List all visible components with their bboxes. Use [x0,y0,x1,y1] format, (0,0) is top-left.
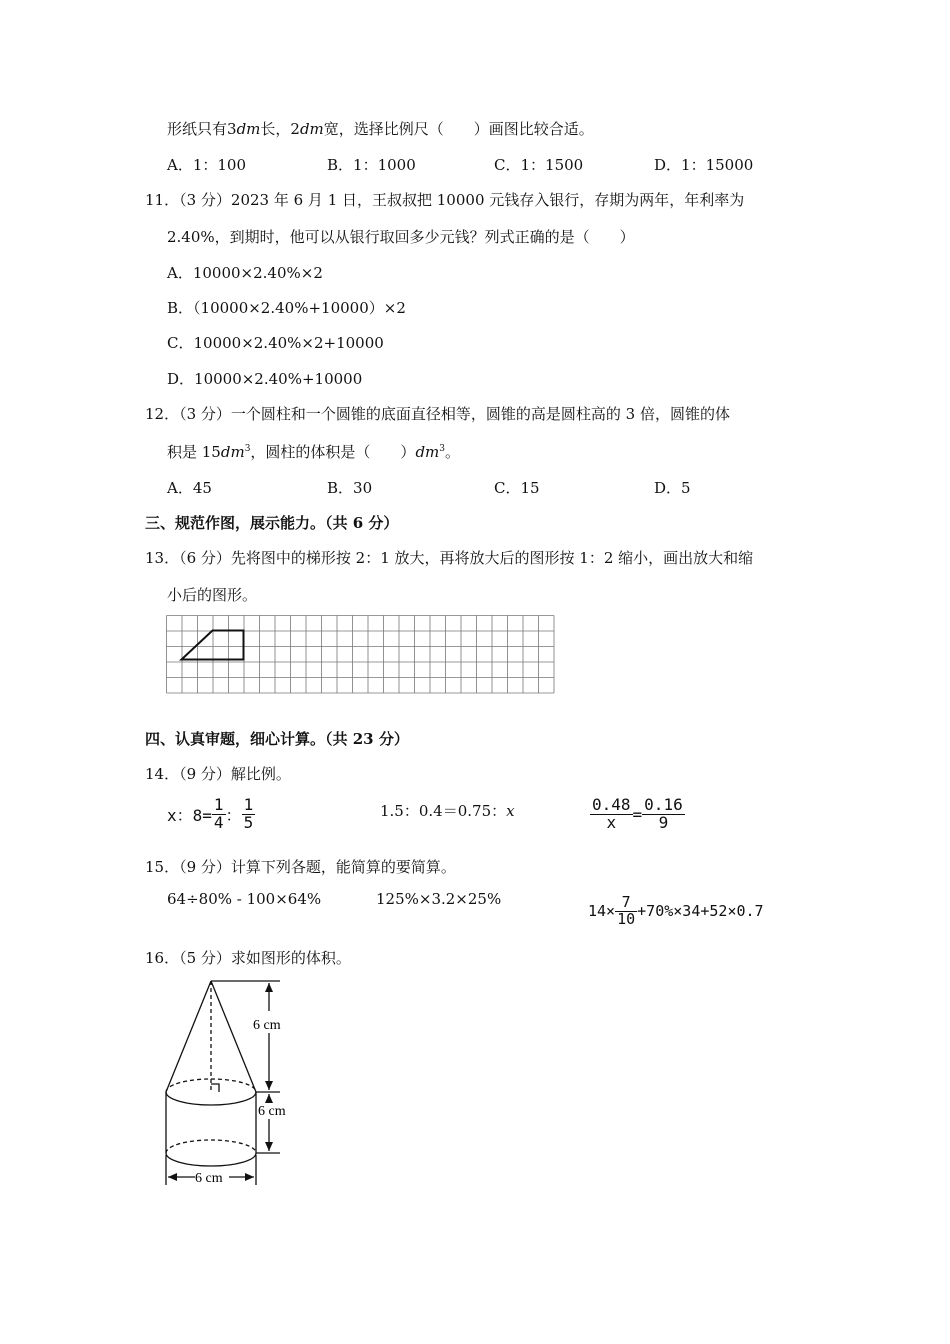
q12-option-a: A．45 [167,479,212,497]
q14-title: 14．（9 分）解比例。 [145,765,291,783]
q11-option-d: D．10000×2.40%+10000 [167,370,363,388]
trapezoid-shape [182,631,244,660]
q12-line2: 积是 $15dm^3$，圆柱的体积是（ ）$dm^3$。 [167,443,461,461]
q15-expression-1: 64÷80% - 100×64% [167,890,322,908]
q12-line1: 12．（3 分）一个圆柱和一个圆锥的底面直径相等，圆锥的高是圆柱高的 3 倍，圆锥的体 [145,405,730,423]
q10-option-a: A．1：100 [167,156,247,174]
q11-option-b: B．（10000×2.40%+10000）×2 [167,299,406,317]
q10-option-b: B．1：1000 [327,156,416,174]
q15-expression-3: 14× $\frac{7}{10}$ +70%×34+52×0.7 [588,893,764,928]
cylinder-height-label: 6 cm [258,1104,286,1119]
q10-option-d: D．1：15000 [654,156,754,174]
q15-expression-2: 125%×3.2×25% [376,890,502,908]
q16-title: 16．（5 分）求如图形的体积。 [145,949,351,967]
q10-option-c: C．1：1500 [494,156,584,174]
q11-option-c: C．10000×2.40%×2+10000 [167,334,384,352]
section-3-heading: 三、规范作图，展示能力。（共 6 分） [145,514,399,532]
cone-cylinder-figure [155,975,315,1190]
q14-equation-2: 1.5：0.4＝0.75：x [380,802,515,820]
section-4-heading: 四、认真审题，细心计算。（共 23 分） [145,730,409,748]
drawing-grid [166,615,556,703]
q13-line2: 小后的图形。 [167,586,258,604]
cone-height-label: 6 cm [253,1018,281,1033]
q12-option-b: B．30 [327,479,373,497]
q10-line: 形纸只有3dm长，2dm宽，选择比例尺（ ）画图比较合适。 [167,120,594,138]
q12-option-c: C．15 [494,479,540,497]
diameter-label: 6 cm [195,1171,223,1186]
q11-line2: 2.40%，到期时，他可以从银行取回多少元钱？列式正确的是（ ） [167,228,635,246]
q15-title: 15．（9 分）计算下列各题，能简算的要简算。 [145,858,456,876]
q14-equation-1: x：8= $\frac{1}{4}$ ： $\frac{1}{5}$ [167,795,254,832]
q12-option-d: D．5 [654,479,691,497]
q13-line1: 13．（6 分）先将图中的梯形按 2：1 放大，再将放大后的图形按 1：2 缩小，画出放大和缩 [145,549,754,567]
q11-line1: 11．（3 分）2023 年 6 月 1 日，王叔叔把 10000 元钱存入银行，存期为两年，年利率为 [145,191,745,209]
q14-equation-3: $\frac{0.48}{x}$ = $\frac{0.16}{9}$ [592,795,683,832]
q11-option-a: A．10000×2.40%×2 [167,264,323,282]
